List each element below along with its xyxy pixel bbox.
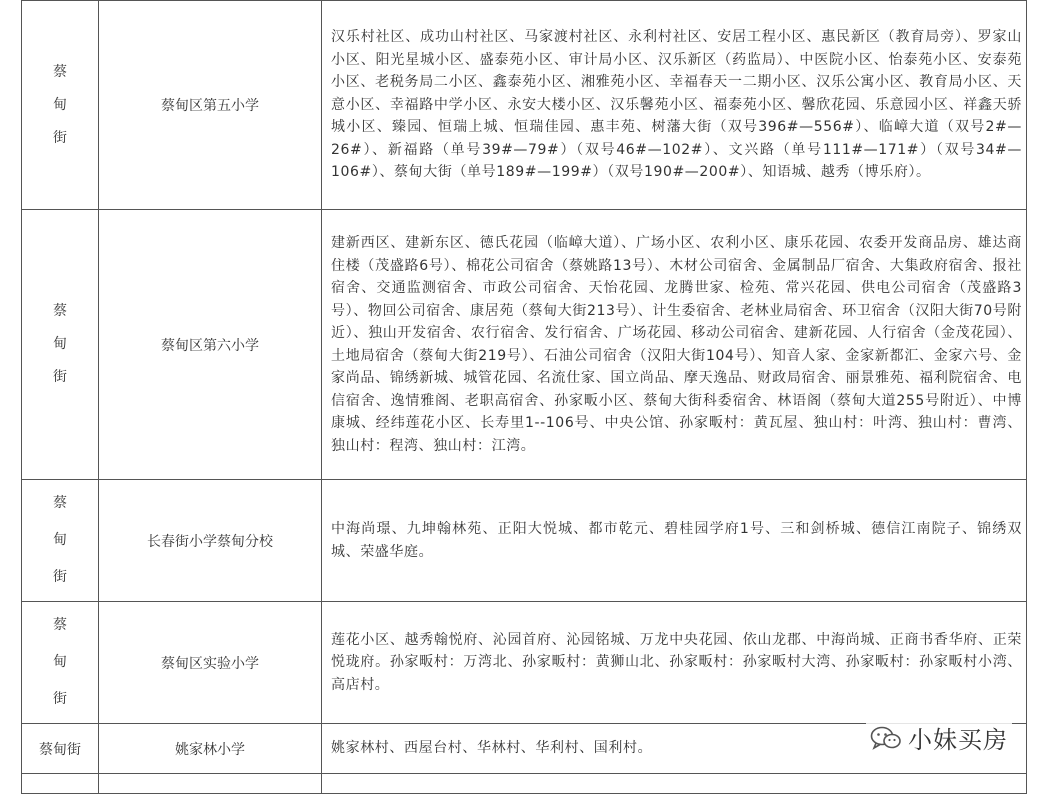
empty-cell bbox=[322, 774, 1027, 794]
table-row bbox=[22, 210, 1027, 480]
area-cell: 汉乐村社区、成功山村社区、马家渡村社区、永利村社区、安居工程小区、惠民新区（教育局旁）、罗家山小区、阳光星城小区、盛泰苑小区、审计局小区、汉乐新区（药监局）、中医院小区、怡泰苑小区、安泰苑小区、老税务局二小区、鑫泰苑小区、湘雅苑小区、幸福春天一二期小区、汉乐公寓小区、教育局小区、天意小区、幸福路中学小区、永安大楼小区、汉乐馨苑小区、福泰苑小区、馨欣花园、乐意园小区、祥鑫天骄城小区、臻园、恒瑞上城、恒瑞佳园、惠丰苑、树藩大街（双号396#—556#）、临嶂大道（双号2#—26#）、新福路（单号39#—79#）（双号46#—102#）、文兴路（单号111#—171#）（双号34#—106#）、蔡甸大街（单号189#—199#）（双号190#—200#）、知语城、越秀（博乐府）。 bbox=[322, 1, 1027, 210]
empty-cell bbox=[22, 774, 99, 794]
street-char: 甸 bbox=[53, 654, 67, 670]
school-cell: 蔡甸区实验小学 bbox=[99, 602, 322, 724]
street-cell bbox=[22, 210, 99, 480]
school-district-table bbox=[21, 0, 1027, 794]
street-char: 街 bbox=[53, 569, 67, 585]
school-cell: 蔡甸区第六小学 bbox=[99, 210, 322, 480]
area-cell: 中海尚璟、九坤翰林苑、正阳大悦城、都市乾元、碧桂园学府1号、三和剑桥城、德信江南院子、锦绣双城、荣盛华庭。 bbox=[322, 480, 1027, 602]
street-char: 街 bbox=[53, 129, 67, 146]
street-cell bbox=[22, 602, 99, 724]
street-char: 蔡 bbox=[53, 617, 67, 633]
area-cell: 莲花小区、越秀翰悦府、沁园首府、沁园铭城、万龙中央花园、依山龙郡、中海尚城、正商书香华府、正荣悦珑府。孙家畈村：万湾北、孙家畈村：黄狮山北、孙家畈村：孙家畈村大湾、孙家畈村：孙家畈村小湾、高店村。 bbox=[322, 602, 1027, 724]
wechat-logo-icon bbox=[870, 725, 902, 751]
area-cell: 建新西区、建新东区、德氏花园（临嶂大道）、广场小区、农利小区、康乐花园、农委开发商品房、雄达商住楼（茂盛路6号）、棉花公司宿舍（蔡姚路13号）、木材公司宿舍、金属制品厂宿舍、大集政府宿舍、报社宿舍、交通监测宿舍、市政公司宿舍、天怡花园、龙腾世家、检苑、常兴花园、供电公司宿舍（茂盛路3号）、物回公司宿舍、康居苑（蔡甸大街213号）、计生委宿舍、老林业局宿舍、环卫宿舍（汉阳大街70号附近）、独山开发宿舍、农行宿舍、发行宿舍、广场花园、移动公司宿舍、建新花园、人行宿舍（金茂花园）、土地局宿舍（蔡甸大街219号）、石油公司宿舍（汉阳大街104号）、知音人家、金家新都汇、金家六号、金家尚品、锦绣新城、城管花园、名流仕家、国立尚品、摩天逸品、财政局宿舍、丽景雅苑、福利院宿舍、电信宿舍、逸情雅阁、老职高宿舍、孙家畈小区、蔡甸大街科委宿舍、林语阁（蔡甸大道255号附近）、中博康城、经纬莲花小区、长寿里1--106号、中央公馆、孙家畈村：黄瓦屋、独山村：叶湾、独山村：曹湾、独山村：程湾、独山村：江湾。 bbox=[322, 210, 1027, 480]
street-cell bbox=[22, 480, 99, 602]
street-cell bbox=[22, 1, 99, 210]
street-char: 蔡 bbox=[53, 495, 67, 511]
school-cell: 蔡甸区第五小学 bbox=[99, 1, 322, 210]
school-cell: 长春街小学蔡甸分校 bbox=[99, 480, 322, 602]
street-char: 甸 bbox=[53, 96, 67, 113]
street-char: 蔡 bbox=[53, 303, 67, 319]
street-char: 街 bbox=[53, 691, 67, 707]
street-char: 街 bbox=[53, 369, 67, 385]
table-row bbox=[22, 602, 1027, 724]
street-char: 蔡 bbox=[53, 63, 67, 80]
table-row bbox=[22, 480, 1027, 602]
table-row bbox=[22, 1, 1027, 210]
street-char: 甸 bbox=[53, 336, 67, 352]
area-cell: 姚家林村、西屋台村、华林村、华利村、国利村。 bbox=[322, 724, 1027, 774]
empty-cell bbox=[99, 774, 322, 794]
watermark-text: 小妹买房 bbox=[908, 726, 1008, 754]
street-char: 甸 bbox=[53, 532, 67, 548]
school-cell: 姚家林小学 bbox=[99, 724, 322, 774]
street-cell: 蔡甸街 bbox=[22, 724, 99, 774]
watermark bbox=[866, 718, 1012, 757]
table-row bbox=[22, 774, 1027, 794]
